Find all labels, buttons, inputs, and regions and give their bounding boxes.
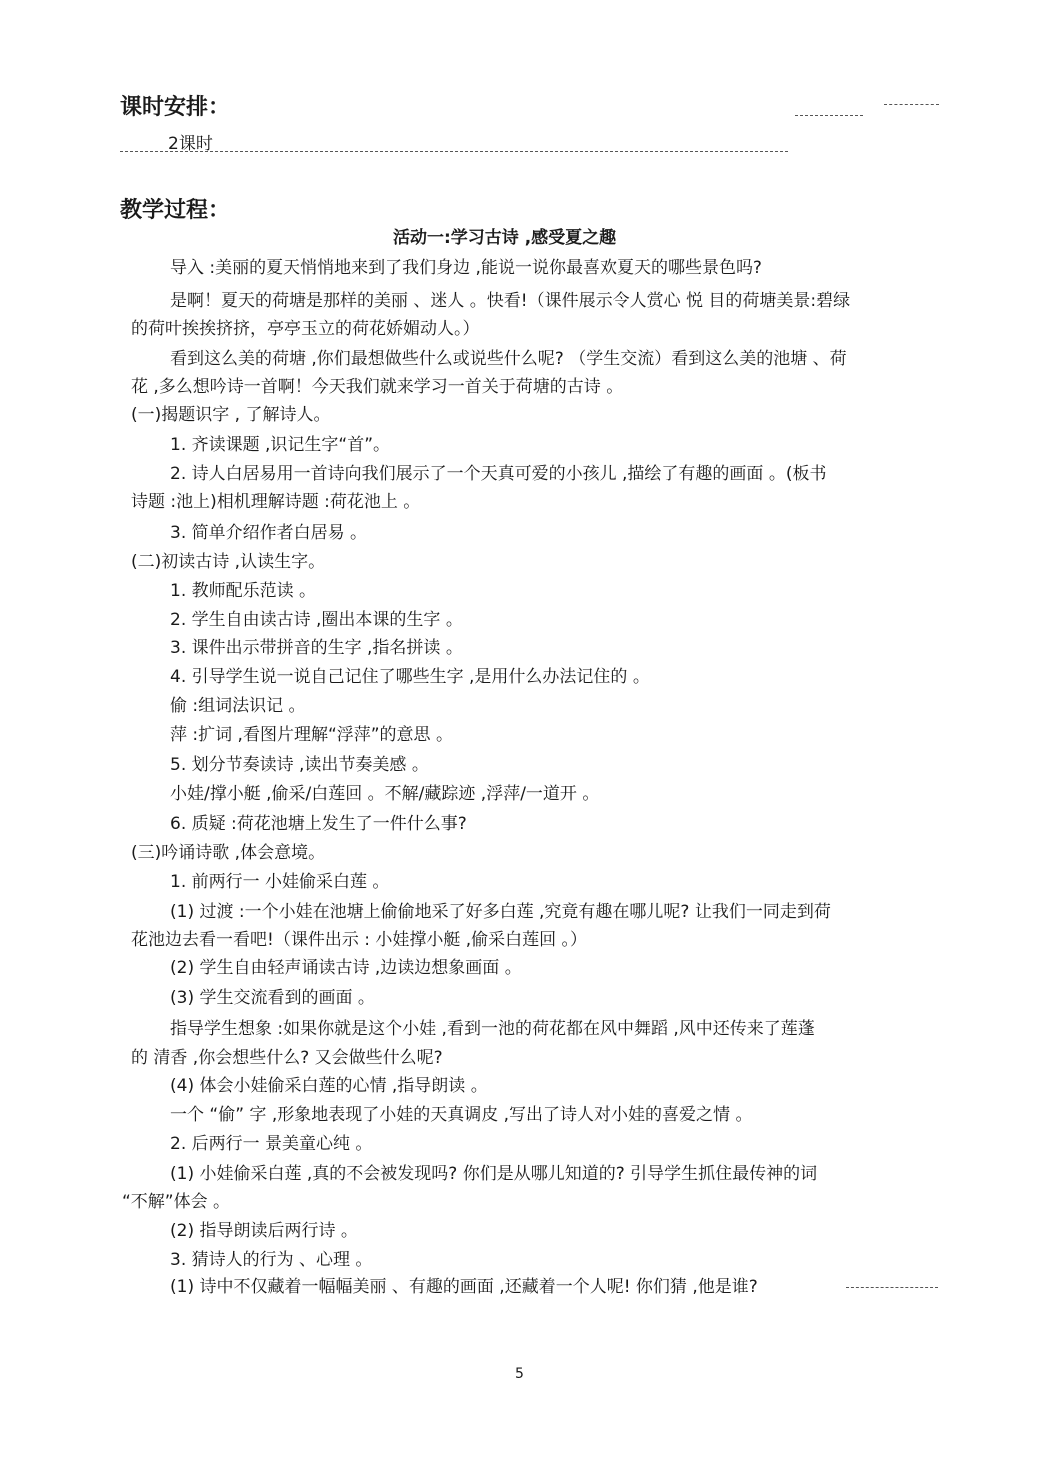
text-line: (一)揭题识字 , 了解诗人。 xyxy=(131,405,331,425)
text-line: (1) 过渡 :一个小娃在池塘上偷偷地采了好多白莲 ,究竟有趣在哪儿呢? 让我们一同走到荷 xyxy=(170,902,831,922)
text-line: “不解”体会 。 xyxy=(122,1192,231,1212)
text-line: 是啊！夏天的荷塘是那样的美丽 、迷人 。快看!（课件展示令人赏心 悦 目的荷塘美景:碧绿 xyxy=(170,291,851,311)
text-line: 萍 :扩词 ,看图片理解“浮萍”的意思 。 xyxy=(170,725,453,745)
dashed-rule xyxy=(795,115,863,116)
text-line: 2. 学生自由读古诗 ,圈出本课的生字 。 xyxy=(170,610,463,630)
text-line: 看到这么美的荷塘 ,你们最想做些什么或说些什么呢? （学生交流）看到这么美的池塘 、荷 xyxy=(170,349,847,369)
text-line: (4) 体会小娃偷采白莲的心情 ,指导朗读 。 xyxy=(170,1076,488,1096)
text-line: 5. 划分节奏读诗 ,读出节奏美感 。 xyxy=(170,755,429,775)
text-line: (二)初读古诗 ,认读生字。 xyxy=(131,552,326,572)
text-line: 3. 课件出示带拼音的生字 ,指名拼读 。 xyxy=(170,638,463,658)
text-line: 花池边去看一看吧!（课件出示 : 小娃撑小艇 ,偷采白莲回 。） xyxy=(131,930,588,950)
text-line: 3. 猜诗人的行为 、心理 。 xyxy=(170,1250,373,1270)
text-line: (2) 指导朗读后两行诗 。 xyxy=(170,1221,358,1241)
text-line: 3. 简单介绍作者白居易 。 xyxy=(170,523,368,543)
text-line: 1. 前两行一 小娃偷采白莲 。 xyxy=(170,872,390,892)
dashed-rule xyxy=(120,151,788,152)
text-line: 诗题 :池上)相机理解诗题 :荷花池上 。 xyxy=(131,492,421,512)
section-title-schedule: 课时安排： xyxy=(120,95,231,120)
text-line: 6. 质疑 :荷花池塘上发生了一件什么事? xyxy=(170,814,467,834)
dashed-rule xyxy=(884,104,939,105)
text-line: 1. 齐读课题 ,识记生字“首”。 xyxy=(170,435,391,455)
schedule-value: 2课时 xyxy=(168,134,213,154)
text-line: (1) 诗中不仅藏着一幅幅美丽 、有趣的画面 ,还藏着一个人呢! 你们猜 ,他是谁? xyxy=(170,1277,758,1297)
dashed-rule xyxy=(846,1287,938,1288)
text-line: 2. 后两行一 景美童心纯 。 xyxy=(170,1134,373,1154)
text-line: 花 ,多么想吟诗一首啊！今天我们就来学习一首关于荷塘的古诗 。 xyxy=(131,377,624,397)
text-line: 1. 教师配乐范读 。 xyxy=(170,581,317,601)
text-line: (1) 小娃偷采白莲 ,真的不会被发现吗? 你们是从哪儿知道的? 引导学生抓住最传神的词 xyxy=(170,1164,818,1184)
text-line: 指导学生想象 :如果你就是这个小娃 ,看到一池的荷花都在风中舞蹈 ,风中还传来了莲蓬 xyxy=(170,1019,815,1039)
activity-title: 活动一:学习古诗 ,感受夏之趣 xyxy=(393,228,617,248)
text-line: 的 清香 ,你会想些什么? 又会做些什么呢? xyxy=(131,1048,443,1068)
text-line: 的荷叶挨挨挤挤，亭亭玉立的荷花娇媚动人。） xyxy=(131,319,480,339)
text-line: (3) 学生交流看到的画面 。 xyxy=(170,988,375,1008)
text-line: 4. 引导学生说一说自己记住了哪些生字 ,是用什么办法记住的 。 xyxy=(170,667,650,687)
text-line: 一个 “偷” 字 ,形象地表现了小娃的天真调皮 ,写出了诗人对小娃的喜爱之情 。 xyxy=(170,1105,753,1125)
text-line: 小娃/撑小艇 ,偷采/白莲回 。不解/藏踪迹 ,浮萍/一道开 。 xyxy=(170,784,600,804)
text-line: 2. 诗人白居易用一首诗向我们展示了一个天真可爱的小孩儿 ,描绘了有趣的画面 。(板书 xyxy=(170,464,827,484)
text-line: (三)吟诵诗歌 ,体会意境。 xyxy=(131,843,326,863)
text-line: 导入 :美丽的夏天悄悄地来到了我们身边 ,能说一说你最喜欢夏天的哪些景色吗? xyxy=(170,258,762,278)
text-line: 偷 :组词法识记 。 xyxy=(170,696,306,716)
section-title-process: 教学过程： xyxy=(120,198,231,223)
text-line: (2) 学生自由轻声诵读古诗 ,边读边想象画面 。 xyxy=(170,958,522,978)
page-number: 5 xyxy=(515,1366,524,1382)
